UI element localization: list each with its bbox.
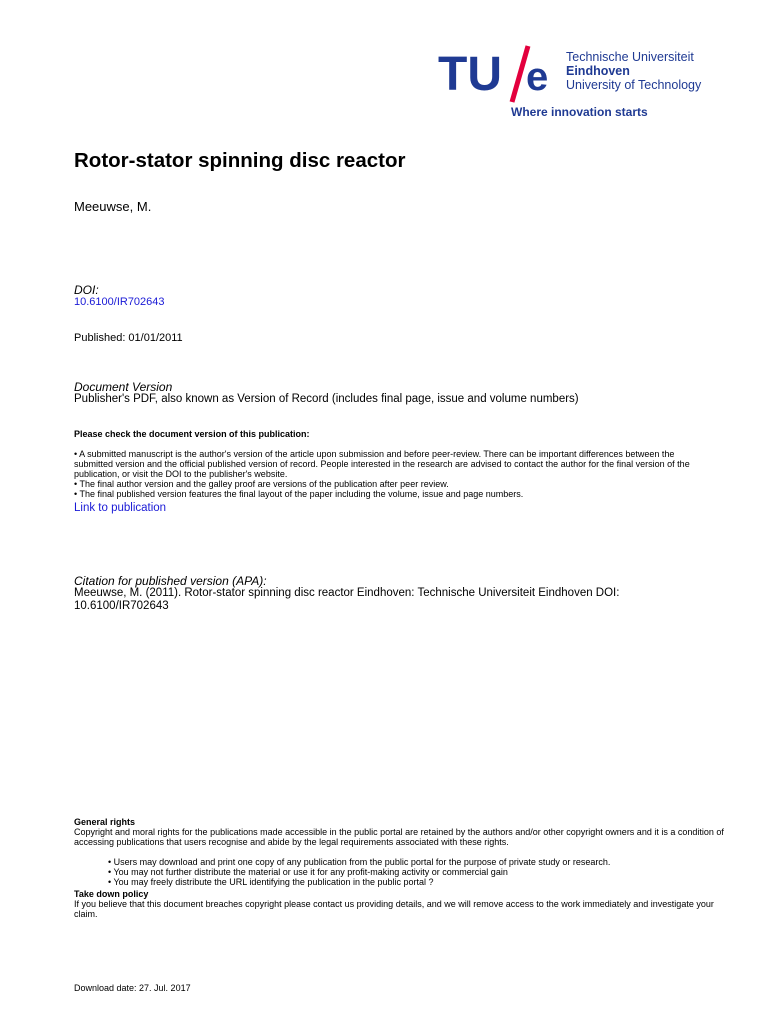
version-note: • The final author version and the galley proof are versions of the publication after peer review. xyxy=(74,479,449,489)
rights-item: • You may freely distribute the URL identifying the publication in the public portal ? xyxy=(108,877,434,887)
document-title: Rotor-stator spinning disc reactor xyxy=(74,149,406,172)
rights-item: • You may not further distribute the material or use it for any profit-making activity or commercial gain xyxy=(108,867,508,877)
document-version-value: Publisher's PDF, also known as Version of Record (includes final page, issue and volume numbers) xyxy=(74,393,579,405)
logo-line-2: Eindhoven xyxy=(566,64,630,78)
rights-section xyxy=(74,817,724,919)
svg-text:TU: TU xyxy=(438,48,502,101)
citation-label: Citation for published version (APA): xyxy=(74,574,267,588)
university-name xyxy=(566,50,701,92)
version-note: • The final published version features the final layout of the paper including the volume, issue and page numbers. xyxy=(74,489,524,499)
take-down-text: If you believe that this document breaches copyright please contact us providing details, and we will remove access to the work immediately and investigate your claim. xyxy=(74,899,714,919)
published-date: Published: 01/01/2011 xyxy=(74,332,183,344)
version-note: • A submitted manuscript is the author's version of the article upon submission and before peer-review. There can be important differences between the submitted version and the official published version of record. People interested in the research are advised to contact the author for the final version of the publication, or visit the DOI to the publisher's website. xyxy=(74,449,690,479)
logo-line-1: Technische Universiteit xyxy=(566,50,694,64)
citation-value: Meeuwse, M. (2011). Rotor-stator spinning disc reactor Eindhoven: Technische Universiteit Eindhoven DOI: 10.6100/IR702643 xyxy=(74,587,620,612)
download-date: Download date: 27. Jul. 2017 xyxy=(74,983,191,993)
version-notes xyxy=(74,449,714,499)
logo-line-3: University of Technology xyxy=(566,78,702,92)
svg-text:e: e xyxy=(526,55,549,99)
tue-logo-mark-icon xyxy=(438,44,556,104)
doi-link[interactable]: 10.6100/IR702643 xyxy=(74,296,165,308)
general-rights-heading: General rights xyxy=(74,817,136,827)
rights-item: • Users may download and print one copy of any publication from the public portal for the purpose of private study or research. xyxy=(108,857,611,867)
doi-label: DOI: xyxy=(74,283,99,297)
check-version-heading: Please check the document version of this publication: xyxy=(74,429,310,439)
take-down-heading: Take down policy xyxy=(74,889,149,899)
general-rights-text: Copyright and moral rights for the publications made accessible in the public portal are retained by the authors and/or other copyright owners and it is a condition of accessing publications that users recognise and abide by the legal requirements associated with these rights. xyxy=(74,827,724,847)
rights-list xyxy=(74,857,724,887)
tue-logo xyxy=(438,40,738,130)
logo-tagline: Where innovation starts xyxy=(511,105,648,119)
document-version-label: Document Version xyxy=(74,380,173,394)
author: Meeuwse, M. xyxy=(74,199,152,214)
link-to-publication[interactable]: Link to publication xyxy=(74,502,167,514)
